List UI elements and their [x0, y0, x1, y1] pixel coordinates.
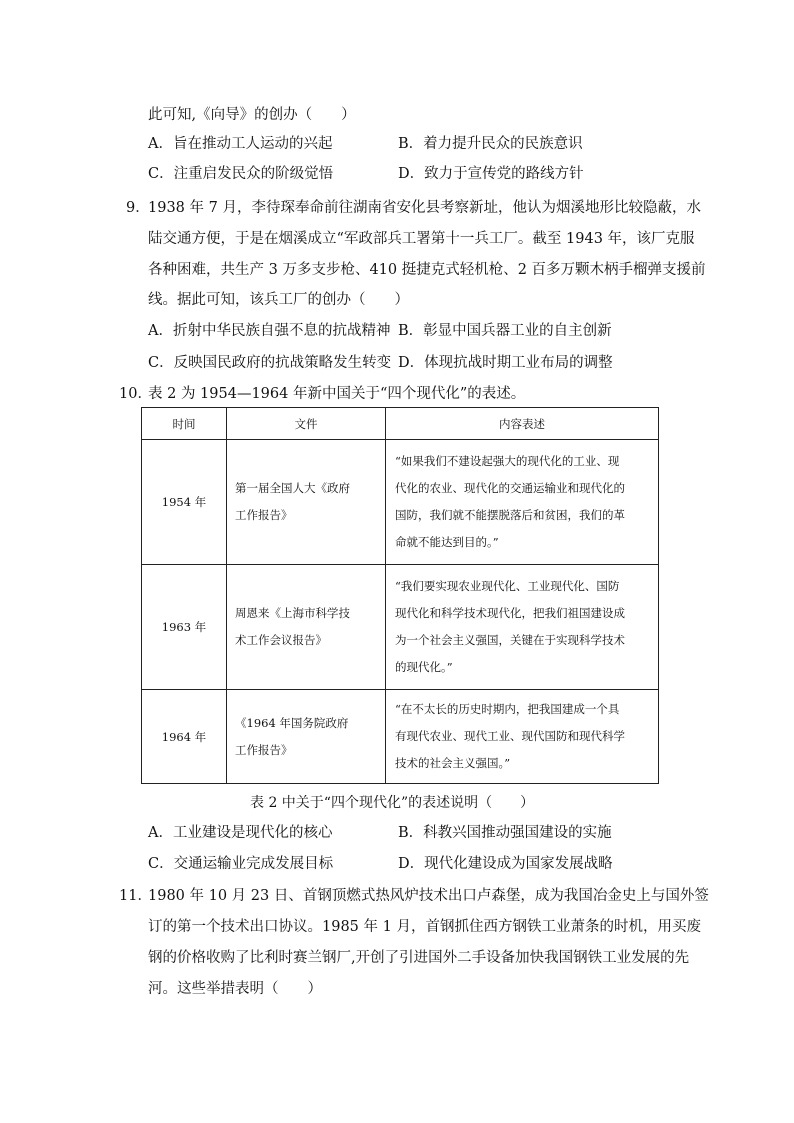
q11-stem-line-1: 1980 年 10 月 23 日、首钢顶燃式热风炉技术出口卢森堡，成为我国冶金史上与国外签 — [148, 888, 709, 904]
row-doc: 第一届全国人大《政府 工作报告》 — [227, 440, 386, 565]
q8-option-d[interactable] — [398, 164, 584, 184]
row-time: 1964 年 — [142, 690, 227, 784]
option-text: 工业建设是现代化的核心 — [172, 825, 333, 841]
q8-option-c[interactable] — [148, 164, 333, 184]
option-text: 注重启发民众的阶级觉悟 — [173, 166, 334, 182]
q11-stem-line-2: 订的第一个技术出口协议。1985 年 1 月，首钢抓住西方钢铁工业萧条的时机，用买废 — [148, 919, 701, 935]
option-letter: B． — [398, 136, 424, 152]
option-letter: A． — [148, 825, 173, 841]
option-text: 旨在推动工人运动的兴起 — [172, 136, 333, 152]
table-row — [142, 690, 659, 784]
row-doc: 《1964 年国务院政府 工作报告》 — [227, 690, 386, 784]
table-header-doc: 文件 — [227, 408, 386, 440]
option-text: 现代化建设成为国家发展战略 — [424, 856, 613, 872]
q8-option-b[interactable] — [398, 134, 583, 154]
q10-intro: 表 2 为 1954—1964 年新中国关于“四个现代化”的表述。 — [148, 386, 526, 402]
option-letter: A． — [148, 323, 173, 339]
option-text: 反映国民政府的抗战策略发生转变 — [173, 355, 392, 371]
q9-option-a[interactable] — [148, 321, 390, 341]
row-time: 1954 年 — [142, 440, 227, 565]
option-letter: D． — [398, 166, 425, 182]
table-header-time: 时间 — [142, 408, 227, 440]
table-header-content: 内容表述 — [386, 408, 659, 440]
option-letter: D． — [398, 355, 425, 371]
option-letter: B． — [398, 825, 424, 841]
row-content: “我们要实现农业现代化、工业现代化、国防 现代化和科学技术现代化，把我们祖国建设成 为一个社会主义强国，关键在于实现科学技术 的现代化。” — [386, 565, 659, 690]
q9-option-d[interactable] — [398, 353, 613, 373]
row-doc: 周恩来《上海市科学技 术工作会议报告》 — [227, 565, 386, 690]
option-letter: B． — [398, 323, 424, 339]
q9-stem-line-1: 1938 年 7 月，李待琛奉命前往湖南省安化县考察新址，他认为烟溪地形比较隐蔽，水 — [148, 200, 701, 216]
q9-stem-line-4: 线。据此可知，该兵工厂的创办（ ） — [148, 292, 409, 308]
option-text: 体现抗战时期工业布局的调整 — [424, 355, 613, 371]
q11-stem-line-4: 河。这些举措表明（ ） — [148, 981, 322, 997]
q10-option-b[interactable] — [398, 823, 612, 843]
table-header-row — [142, 408, 659, 440]
option-text: 折射中华民族自强不息的抗战精神 — [172, 323, 391, 339]
option-letter: D． — [398, 856, 425, 872]
option-letter: A． — [148, 136, 173, 152]
row-content: “如果我们不建设起强大的现代化的工业、现 代化的农业、现代化的交通运输业和现代化的 国防，我们就不能摆脱落后和贫困，我们的革 命就不能达到目的。” — [386, 440, 659, 565]
q9-stem-line-3: 各种困难，共生产 3 万多支步枪、410 挺捷克式轻机枪、2 百多万颗木柄手榴弹支援前 — [148, 262, 706, 278]
q9-number: 9． — [126, 200, 150, 216]
q11-number: 11． — [119, 888, 152, 904]
q10-option-c[interactable] — [148, 854, 333, 874]
row-time: 1963 年 — [142, 565, 227, 690]
q9-option-b[interactable] — [398, 321, 612, 341]
q10-option-a[interactable] — [148, 823, 332, 843]
q10-table-caption: 表 2 中关于“四个现代化”的表述说明（ ） — [250, 795, 535, 811]
row-content: “在不太长的历史时期内，把我国建成一个具 有现代农业、现代工业、现代国防和现代科学 技术的社会主义强国。” — [386, 690, 659, 784]
table-row — [142, 565, 659, 690]
q9-stem-line-2: 陆交通方便，于是在烟溪成立“军政部兵工署第十一兵工厂。截至 1943 年，该厂克服 — [148, 231, 695, 247]
option-text: 致力于宣传党的路线方针 — [424, 166, 584, 182]
q10-number: 10． — [119, 386, 152, 402]
q9-option-c[interactable] — [148, 353, 391, 373]
option-text: 彰显中国兵器工业的自主创新 — [423, 323, 612, 339]
option-text: 科教兴国推动强国建设的实施 — [423, 825, 612, 841]
option-text: 交通运输业完成发展目标 — [173, 856, 334, 872]
table-row — [142, 440, 659, 565]
option-letter: C． — [148, 166, 174, 182]
q8-stem-tail: 此可知,《向导》的创办（ ） — [148, 107, 356, 123]
option-letter: C． — [148, 355, 174, 371]
q11-stem-line-3: 钢的价格收购了比利时赛兰钢厂,开创了引进国外二手设备加快我国钢铁工业发展的先 — [148, 950, 690, 966]
option-text: 着力提升民众的民族意识 — [423, 136, 583, 152]
option-letter: C． — [148, 856, 174, 872]
q10-option-d[interactable] — [398, 854, 613, 874]
q8-option-a[interactable] — [148, 134, 332, 154]
modernization-table — [141, 407, 659, 784]
